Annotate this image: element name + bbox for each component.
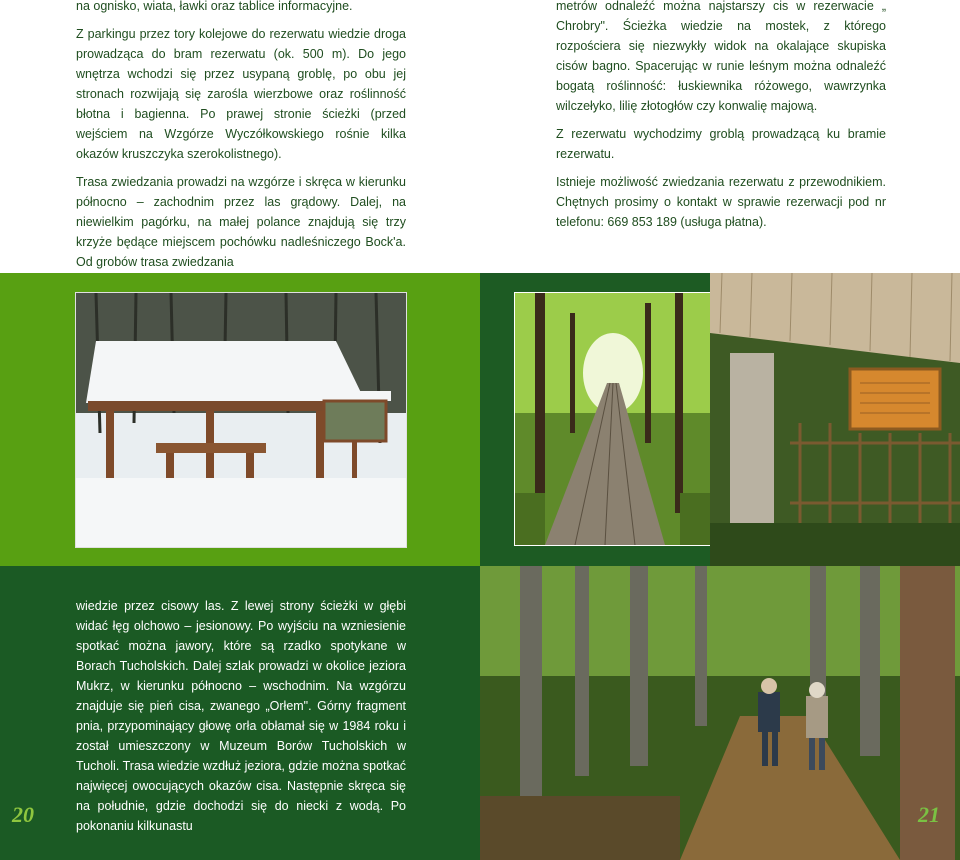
paragraph: Trasa zwiedzania prowadzi na wzgórze i skręca w kierunku północno – zachodnim przez las grądowy. Dalej, na niewielkim pagórku, na małej polance znajdują się trzy krzyże będące miejscem pochówku nadleśniczego Bock'a. Od grobów trasa zwiedzania <box>76 175 406 269</box>
forest-walk-photo <box>480 566 960 860</box>
boardwalk-photo <box>514 292 711 546</box>
paragraph: Z parkingu przez tory kolejowe do rezerwatu wiedzie droga prowadząca do bram rezerwatu (ok. 500 m). Do jego wnętrza wchodzi się przez usypaną groblę, po obu jej stronach rozwijają się zarośla wierzbowe oraz roślinność błotna i bagienna. Po prawej stronie ścieżki (przed wejściem na Wzgórze Wyczółkowskiego rośnie kilka okazów kruszczyka szerokolistnego). <box>76 27 406 161</box>
page-number-left: 20 <box>12 802 34 827</box>
bottom-text-column <box>76 596 406 836</box>
winter-shelter-photo <box>75 292 407 548</box>
hut-photo <box>710 273 960 566</box>
left-text-column <box>76 0 406 280</box>
right-text-column <box>556 0 886 240</box>
paragraph: Istnieje możliwość zwiedzania rezerwatu z przewodnikiem. Chętnych prosimy o kontakt w sprawie rezerwacji pod nr telefonu: 669 853 189 (usługa płatna). <box>556 175 886 229</box>
page-number-right: 21 <box>918 802 940 827</box>
paragraph: metrów odnaleźć można najstarszy cis w rezerwacie „ Chrobry". Ścieżka wiedzie na mostek, z którego rozpościera się niezwykły widok na okalające skupiska cisów bagno. Spacerując w runie leśnym można odnaleźć bogatą roślinność: łuskiewnika różowego, wawrzynka wilczełyko, lilię złotogłów czy konwalię majową. <box>556 0 886 113</box>
paragraph: na ognisko, wiata, ławki oraz tablice informacyjne. <box>76 0 353 13</box>
paragraph: wiedzie przez cisowy las. Z lewej strony ścieżki w głębi widać łęg olchowo – jesionowy. Po wyjściu na wzniesienie spotkać można jawory, które są rzadko spotykane w Borach Tucholskich. Dalej szlak prowadzi w okolice jeziora Mukrz, w kierunku północno – wschodnim. Na wzgórzu znajduje się pień cisa, zwanego „Orłem". Górny fragment pnia, przypominający głowę orła obłamał się w 1984 roku i został umieszczony w Muzeum Borów Tucholskich w Tucholi. Trasa wiedzie wzdłuż jeziora, gdzie można spotkać najwięcej owocujących okazów cisa. Następnie skręca się na południe, gdzie dochodzi się do niecki z wodą. Po pokonaniu kilkunastu <box>76 599 406 833</box>
paragraph: Z rezerwatu wychodzimy groblą prowadzącą ku bramie rezerwatu. <box>556 127 886 161</box>
